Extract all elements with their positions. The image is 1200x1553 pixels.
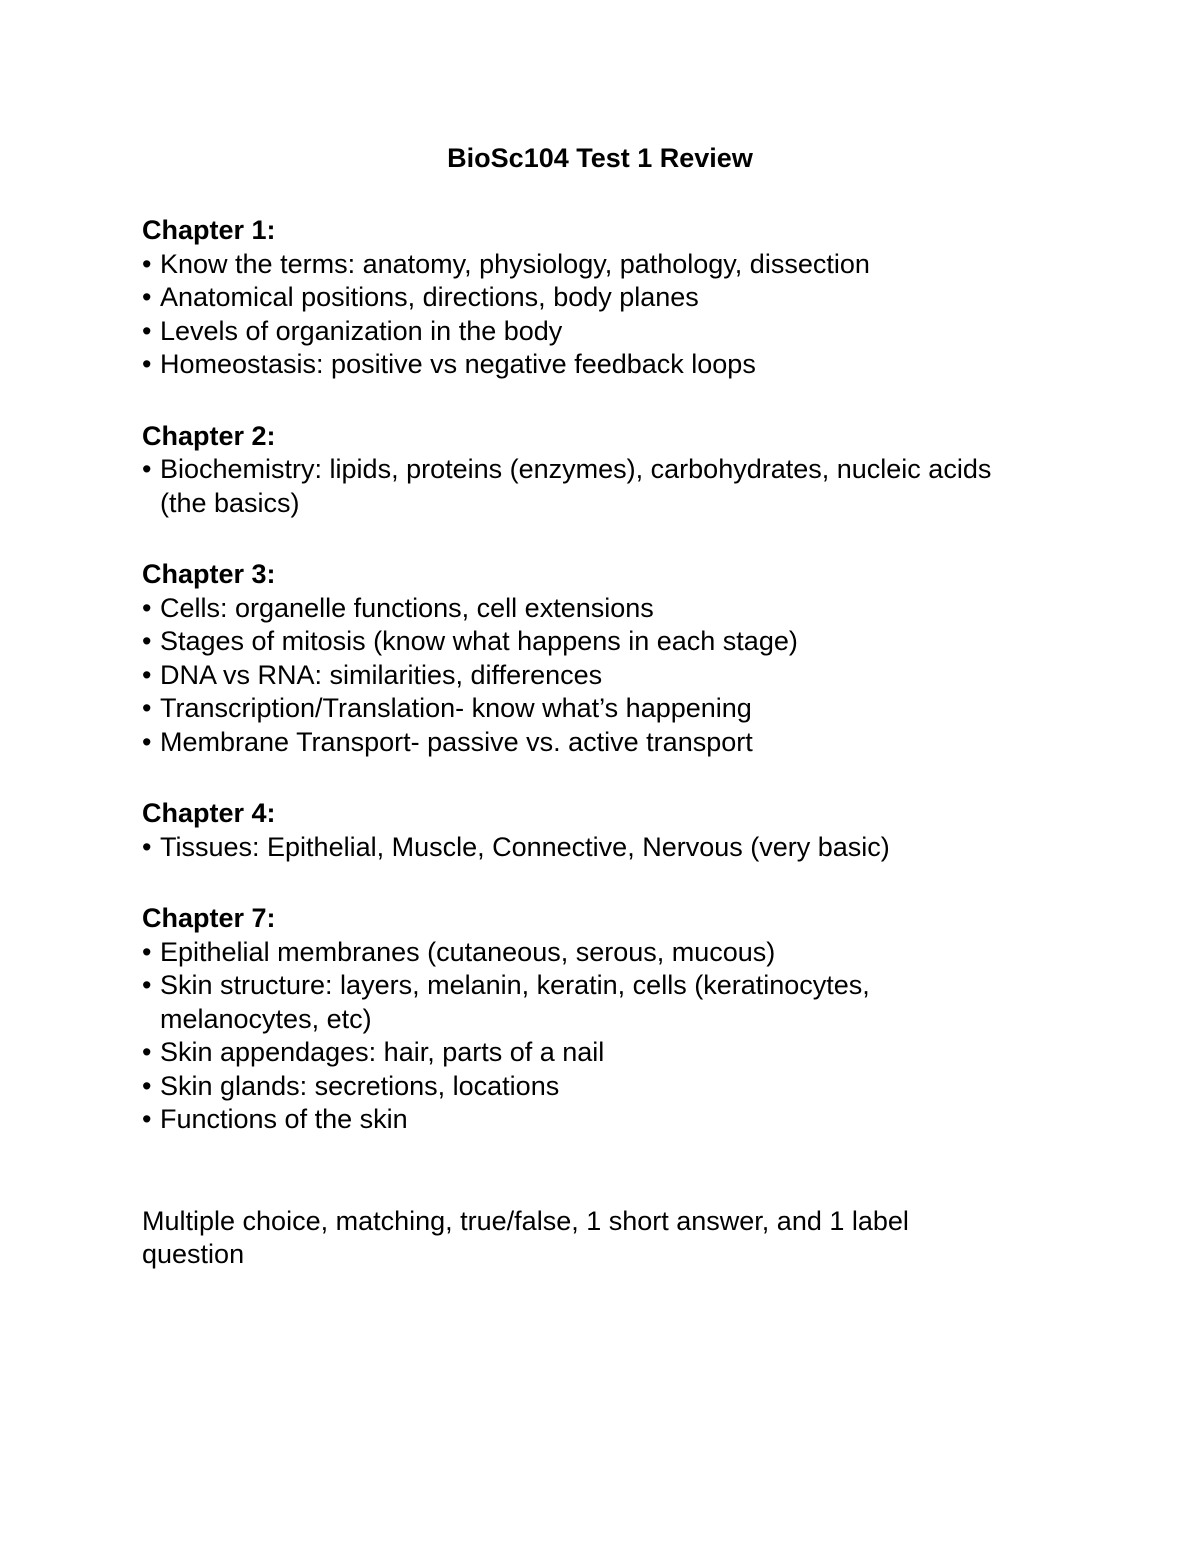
list-item [142, 692, 1012, 726]
document-title: BioSc104 Test 1 Review [447, 143, 753, 173]
list-item [142, 592, 1012, 626]
list-item-text: Skin appendages: hair, parts of a nail [160, 1037, 605, 1067]
list-item-text: Tissues: Epithelial, Muscle, Connective, Nervous (very basic) [160, 831, 890, 862]
document-body [142, 214, 1012, 1272]
chapter-heading: Chapter 7: [142, 903, 276, 933]
chapter-heading: Chapter 1: [142, 215, 276, 245]
bullet-icon: • [142, 248, 152, 279]
bullet-icon: • [142, 659, 152, 690]
chapter-heading: Chapter 3: [142, 559, 276, 589]
list-item-text: Skin structure: layers, melanin, keratin, cells (keratinocytes, melanocytes, etc) [160, 970, 870, 1034]
list-item-text: Stages of mitosis (know what happens in each stage) [160, 626, 798, 656]
list-item-text: DNA vs RNA: similarities, differences [160, 659, 603, 690]
list-item [142, 726, 1012, 760]
list-item [142, 625, 1012, 659]
bullet-icon: • [142, 831, 152, 862]
bullet-icon: • [142, 626, 152, 656]
list-item [142, 1036, 1012, 1070]
bullet-icon: • [142, 1104, 152, 1134]
list-item-text: Homeostasis: positive vs negative feedback loops [160, 349, 756, 379]
list-item-text: Epithelial membranes (cutaneous, serous, mucous) [160, 936, 776, 967]
bullet-list [142, 936, 1012, 1137]
chapter-section [142, 214, 1012, 382]
list-item-text: Membrane Transport- passive vs. active transport [160, 726, 753, 757]
bullet-icon: • [142, 315, 152, 346]
bullet-icon: • [142, 349, 152, 379]
chapter-section [142, 558, 1012, 759]
list-item [142, 936, 1012, 970]
bullet-list [142, 592, 1012, 760]
list-item-text: Transcription/Translation- know what’s happening [160, 693, 752, 723]
bullet-list [142, 453, 1012, 520]
bullet-list [142, 248, 1012, 382]
list-item [142, 969, 1012, 1036]
bullet-icon: • [142, 282, 152, 312]
bullet-icon: • [142, 693, 152, 723]
bullet-icon: • [142, 970, 152, 1000]
bullet-icon: • [142, 726, 152, 757]
list-item [142, 1070, 1012, 1104]
list-item [142, 453, 1012, 520]
list-item-text: Know the terms: anatomy, physiology, pathology, dissection [160, 248, 870, 279]
bullet-icon: • [142, 1070, 152, 1101]
list-item-text: Skin glands: secretions, locations [160, 1070, 560, 1101]
bullet-icon: • [142, 936, 152, 967]
chapter-heading: Chapter 4: [142, 798, 276, 828]
list-item-text: Biochemistry: lipids, proteins (enzymes), carbohydrates, nucleic acids (the basics) [160, 454, 992, 518]
chapter-section [142, 902, 1012, 1137]
list-item [142, 659, 1012, 693]
bullet-list [142, 831, 1012, 865]
list-item-text: Anatomical positions, directions, body planes [160, 282, 699, 312]
chapter-section [142, 797, 1012, 864]
list-item [142, 248, 1012, 282]
list-item-text: Levels of organization in the body [160, 315, 563, 346]
bullet-icon: • [142, 454, 152, 484]
list-item [142, 831, 1012, 865]
list-item [142, 281, 1012, 315]
list-item-text: Functions of the skin [160, 1104, 408, 1134]
list-item [142, 315, 1012, 349]
list-item-text: Cells: organelle functions, cell extensions [160, 592, 654, 623]
exam-format-note: Multiple choice, matching, true/false, 1 short answer, and 1 label question [142, 1205, 909, 1269]
bullet-icon: • [142, 592, 152, 623]
list-item [142, 1103, 1012, 1137]
chapter-section [142, 420, 1012, 521]
bullet-icon: • [142, 1037, 152, 1067]
list-item [142, 348, 1012, 382]
chapter-heading: Chapter 2: [142, 420, 276, 451]
